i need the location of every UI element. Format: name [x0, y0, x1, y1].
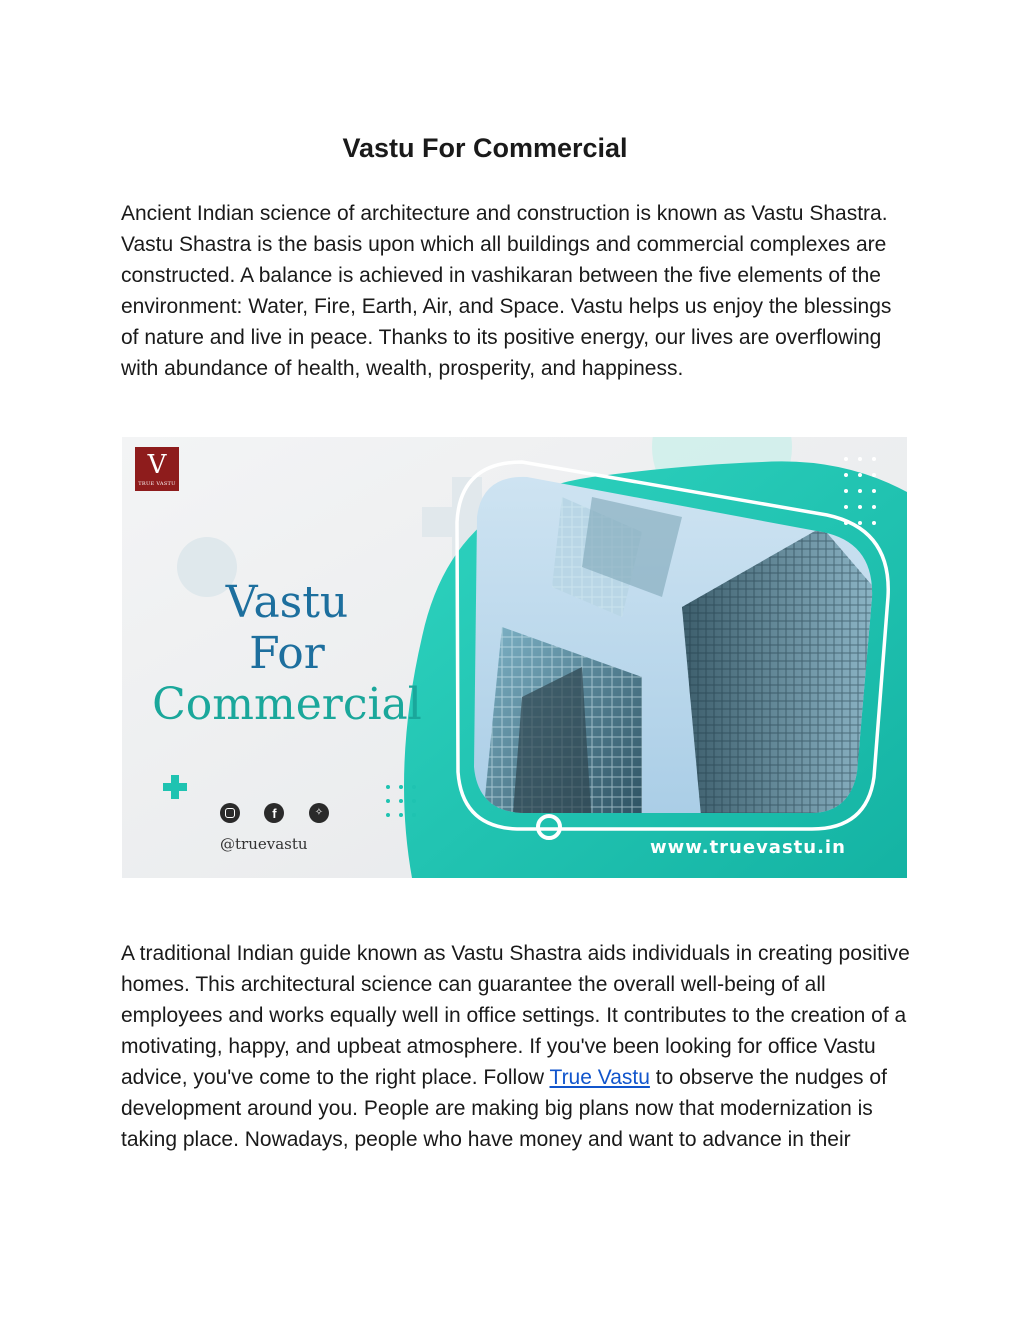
intro-paragraph: Ancient Indian science of architecture and construction is known as Vastu Shastra. Vastu Shastra is the basis upon which all buildings and commercial complexes are constructed. A balance is achieved in vashikaran between the five elements of the environment: Water, Fire, Earth, Air, and Space. Vastu helps us enjoy the blessings of nature and live in peace. Thanks to its positive energy, our lives are overflowing with abundance of health, wealth, prosperity, and happiness. — [121, 202, 892, 380]
body-text-before-link: A traditional Indian guide known as Vastu Shastra aids individuals in creating positive homes. This architectural science can guarantee the overall well-being of all employees and works equally well in office settings. It contributes to the creation of a motivating, happy, and upbeat atmosphere. If you've been looking for office Vastu advice, you've come to the right place. Follow — [121, 942, 910, 1089]
true-vastu-link[interactable]: True Vastu — [549, 1066, 650, 1089]
twitter-icon: ✧ — [309, 803, 329, 823]
website-url: www.truevastu.in — [650, 837, 846, 858]
banner-heading-line2: For — [249, 628, 325, 679]
banner-heading-line3: Commercial — [152, 679, 422, 730]
logo-text: TRUE VASTU — [138, 481, 176, 487]
page-title: Vastu For Commercial — [342, 133, 628, 163]
body-text-after-link: to observe the nudges of development around you. People are making big plans now that modernization is taking place. Nowadays, people who have money and want to advance in their — [121, 1066, 887, 1151]
body-paragraph — [121, 938, 911, 1155]
true-vastu-logo — [135, 447, 179, 491]
banner-heading-line1: Vastu — [225, 577, 349, 628]
social-handle: @truevastu — [220, 835, 308, 853]
facebook-icon: f — [264, 803, 284, 823]
instagram-icon — [220, 803, 240, 823]
social-icons — [220, 803, 329, 828]
vastu-commercial-banner — [122, 437, 907, 878]
logo-letter: V — [147, 450, 167, 480]
banner-heading — [142, 577, 432, 730]
